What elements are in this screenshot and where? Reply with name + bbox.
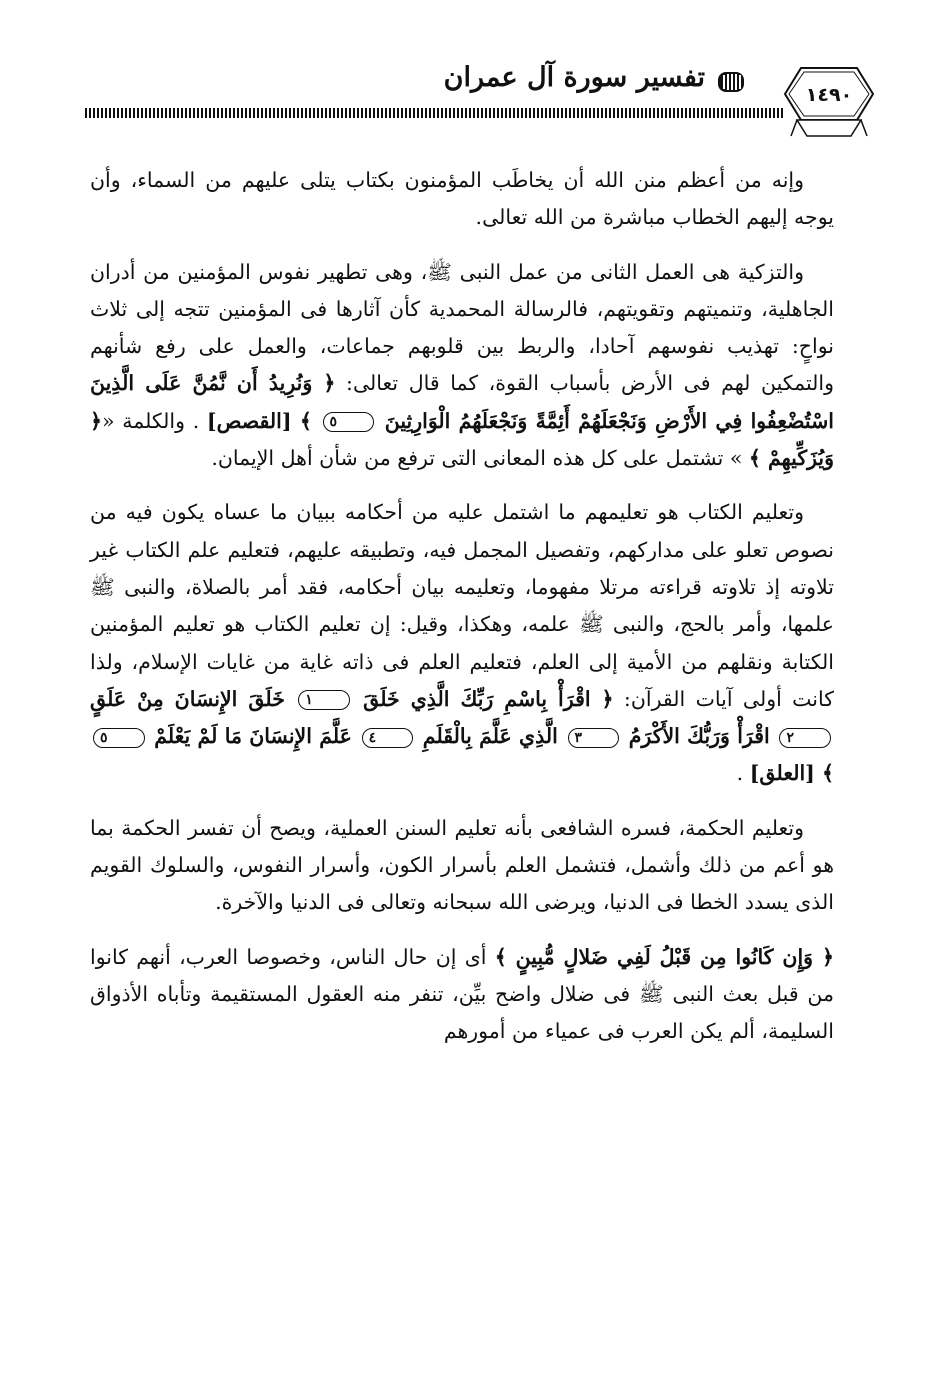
commentary-span: . والكلمة « — [102, 408, 200, 433]
commentary-span: أى إن حال الناس، وخصوصا العرب، أنهم كانوا من قبل بعث النبى ﷺ فى ضلال واضح بيِّن، تنفر منه العقول المستقيمة وتأباه الأذواق السليمة، ألم يكن العرب فى عمياء من أمورهم — [90, 944, 834, 1044]
quran-verse: ﴿ اقْرَأْ بِاسْمِ رَبِّكَ الَّذِي خَلَقَ — [363, 686, 614, 711]
quran-verse: ﴾ [القصص] — [206, 408, 312, 433]
page-header — [85, 62, 875, 140]
quran-verse: ﴿ وَإِن كَانُوا مِن قَبْلُ لَفِي ضَلالٍ مُّبِينٍ ﴾ — [494, 944, 834, 969]
quran-verse: الَّذِي عَلَّمَ بِالْقَلَمِ — [422, 724, 558, 749]
paragraph — [90, 494, 834, 792]
commentary-span: والتزكية هى العمل الثانى من عمل النبى ﷺ، وهى تطهير نفوس المؤمنين من أدران الجاهلية، وتنميتهم وتقويتهم، فالرسالة المحمدية كأن آثارها فى المؤمنين تتجه إلى ثلاث نواحٍ: تهذيب نفوسهم آحادا، والربط بين قلوبهم جماعات، والعمل على رفع شأنهم والتمكين لهم فى الأرض بأسباب القوة، كما قال تعالى: — [90, 259, 834, 396]
ayah-number-marker: ٤ — [362, 728, 414, 748]
paragraph — [90, 810, 834, 922]
commentary-text — [90, 162, 834, 1068]
quran-verse: ﴿ وَنُرِيدُ أَن نَّمُنَّ عَلَى الَّذِينَ اسْتُضْعِفُوا فِي الأَرْضِ وَنَجْعَلَهُمْ أَئِمَّةً وَنَجْعَلَهُمُ الْوَارِثِينَ — [90, 371, 834, 433]
page-number: ١٤٩٠ — [805, 84, 853, 106]
quran-verse: اقْرَأْ وَرَبُّكَ الأَكْرَمُ — [628, 724, 770, 749]
quran-verse: خَلَقَ الإِنسَانَ مِنْ عَلَقٍ — [90, 686, 285, 711]
commentary-span: وتعليم الكتاب هو تعليمهم ما اشتمل عليه من أحكامه ببيان ما عساه يكون فيه من نصوص تعلو على مداركهم، وتفصيل المجمل فيه، وتطبيقه عليهم، فتعليم علم الكتاب غير تلاوته إذ تلاوته قراءته مرتلا مفهوما، وتعليمه بيان أحكامه، فقد أمر بالصلاة، والنبى ﷺ علمها، وأمر بالحج، والنبى ﷺ علمه، وهكذا، وقيل: إن تعليم الكتاب هو تعليم المؤمنين الكتابة ونقلهم من الأمية إلى العلم، فتعليم العلم فى ذاته غاية من غايات الإسلام، ولذا كانت أولى آيات القرآن: — [90, 500, 835, 711]
commentary-span: » تشتمل على كل هذه المعانى التى ترفع من شأن أهل الإيمان. — [211, 446, 743, 471]
ayah-number-marker: ٥ — [93, 728, 145, 748]
ayah-number-marker: ٣ — [568, 728, 620, 748]
commentary-span: . — [736, 761, 744, 786]
title-ornament-icon — [717, 70, 745, 94]
paragraph — [90, 162, 834, 237]
running-title: تفسير سورة آل عمران — [443, 62, 705, 93]
header-rule — [85, 108, 785, 118]
ayah-number-marker: ٢ — [779, 728, 831, 748]
paragraph — [90, 254, 834, 478]
commentary-span: وإنه من أعظم منن الله أن يخاطَب المؤمنون بكتاب يتلى عليهم من السماء، وأن يوجه إليهم الخطاب مباشرة من الله تعالى. — [90, 168, 834, 230]
ayah-number-marker: ١ — [298, 690, 350, 710]
quran-verse: ﴾ [العلق] — [749, 761, 834, 786]
quran-verse: عَلَّمَ الإِنسَانَ مَا لَمْ يَعْلَمْ — [154, 724, 352, 749]
ayah-number-marker: ٥ — [323, 412, 375, 432]
commentary-span: وتعليم الحكمة، فسره الشافعى بأنه تعليم السنن العملية، ويصح أن تفسر الحكمة بما هو أعم من ذلك وأشمل، فتشمل العلم بأسرار الكون، وأسرار النفوس، والسلوك القويم الذى يسدد الخطا فى الدنيا، ويرضى الله سبحانه وتعالى فى الدنيا والآخرة. — [90, 815, 834, 915]
paragraph — [90, 939, 834, 1051]
quran-verse: ﴿ وَيُزَكِّيهِمْ ﴾ — [90, 408, 834, 471]
